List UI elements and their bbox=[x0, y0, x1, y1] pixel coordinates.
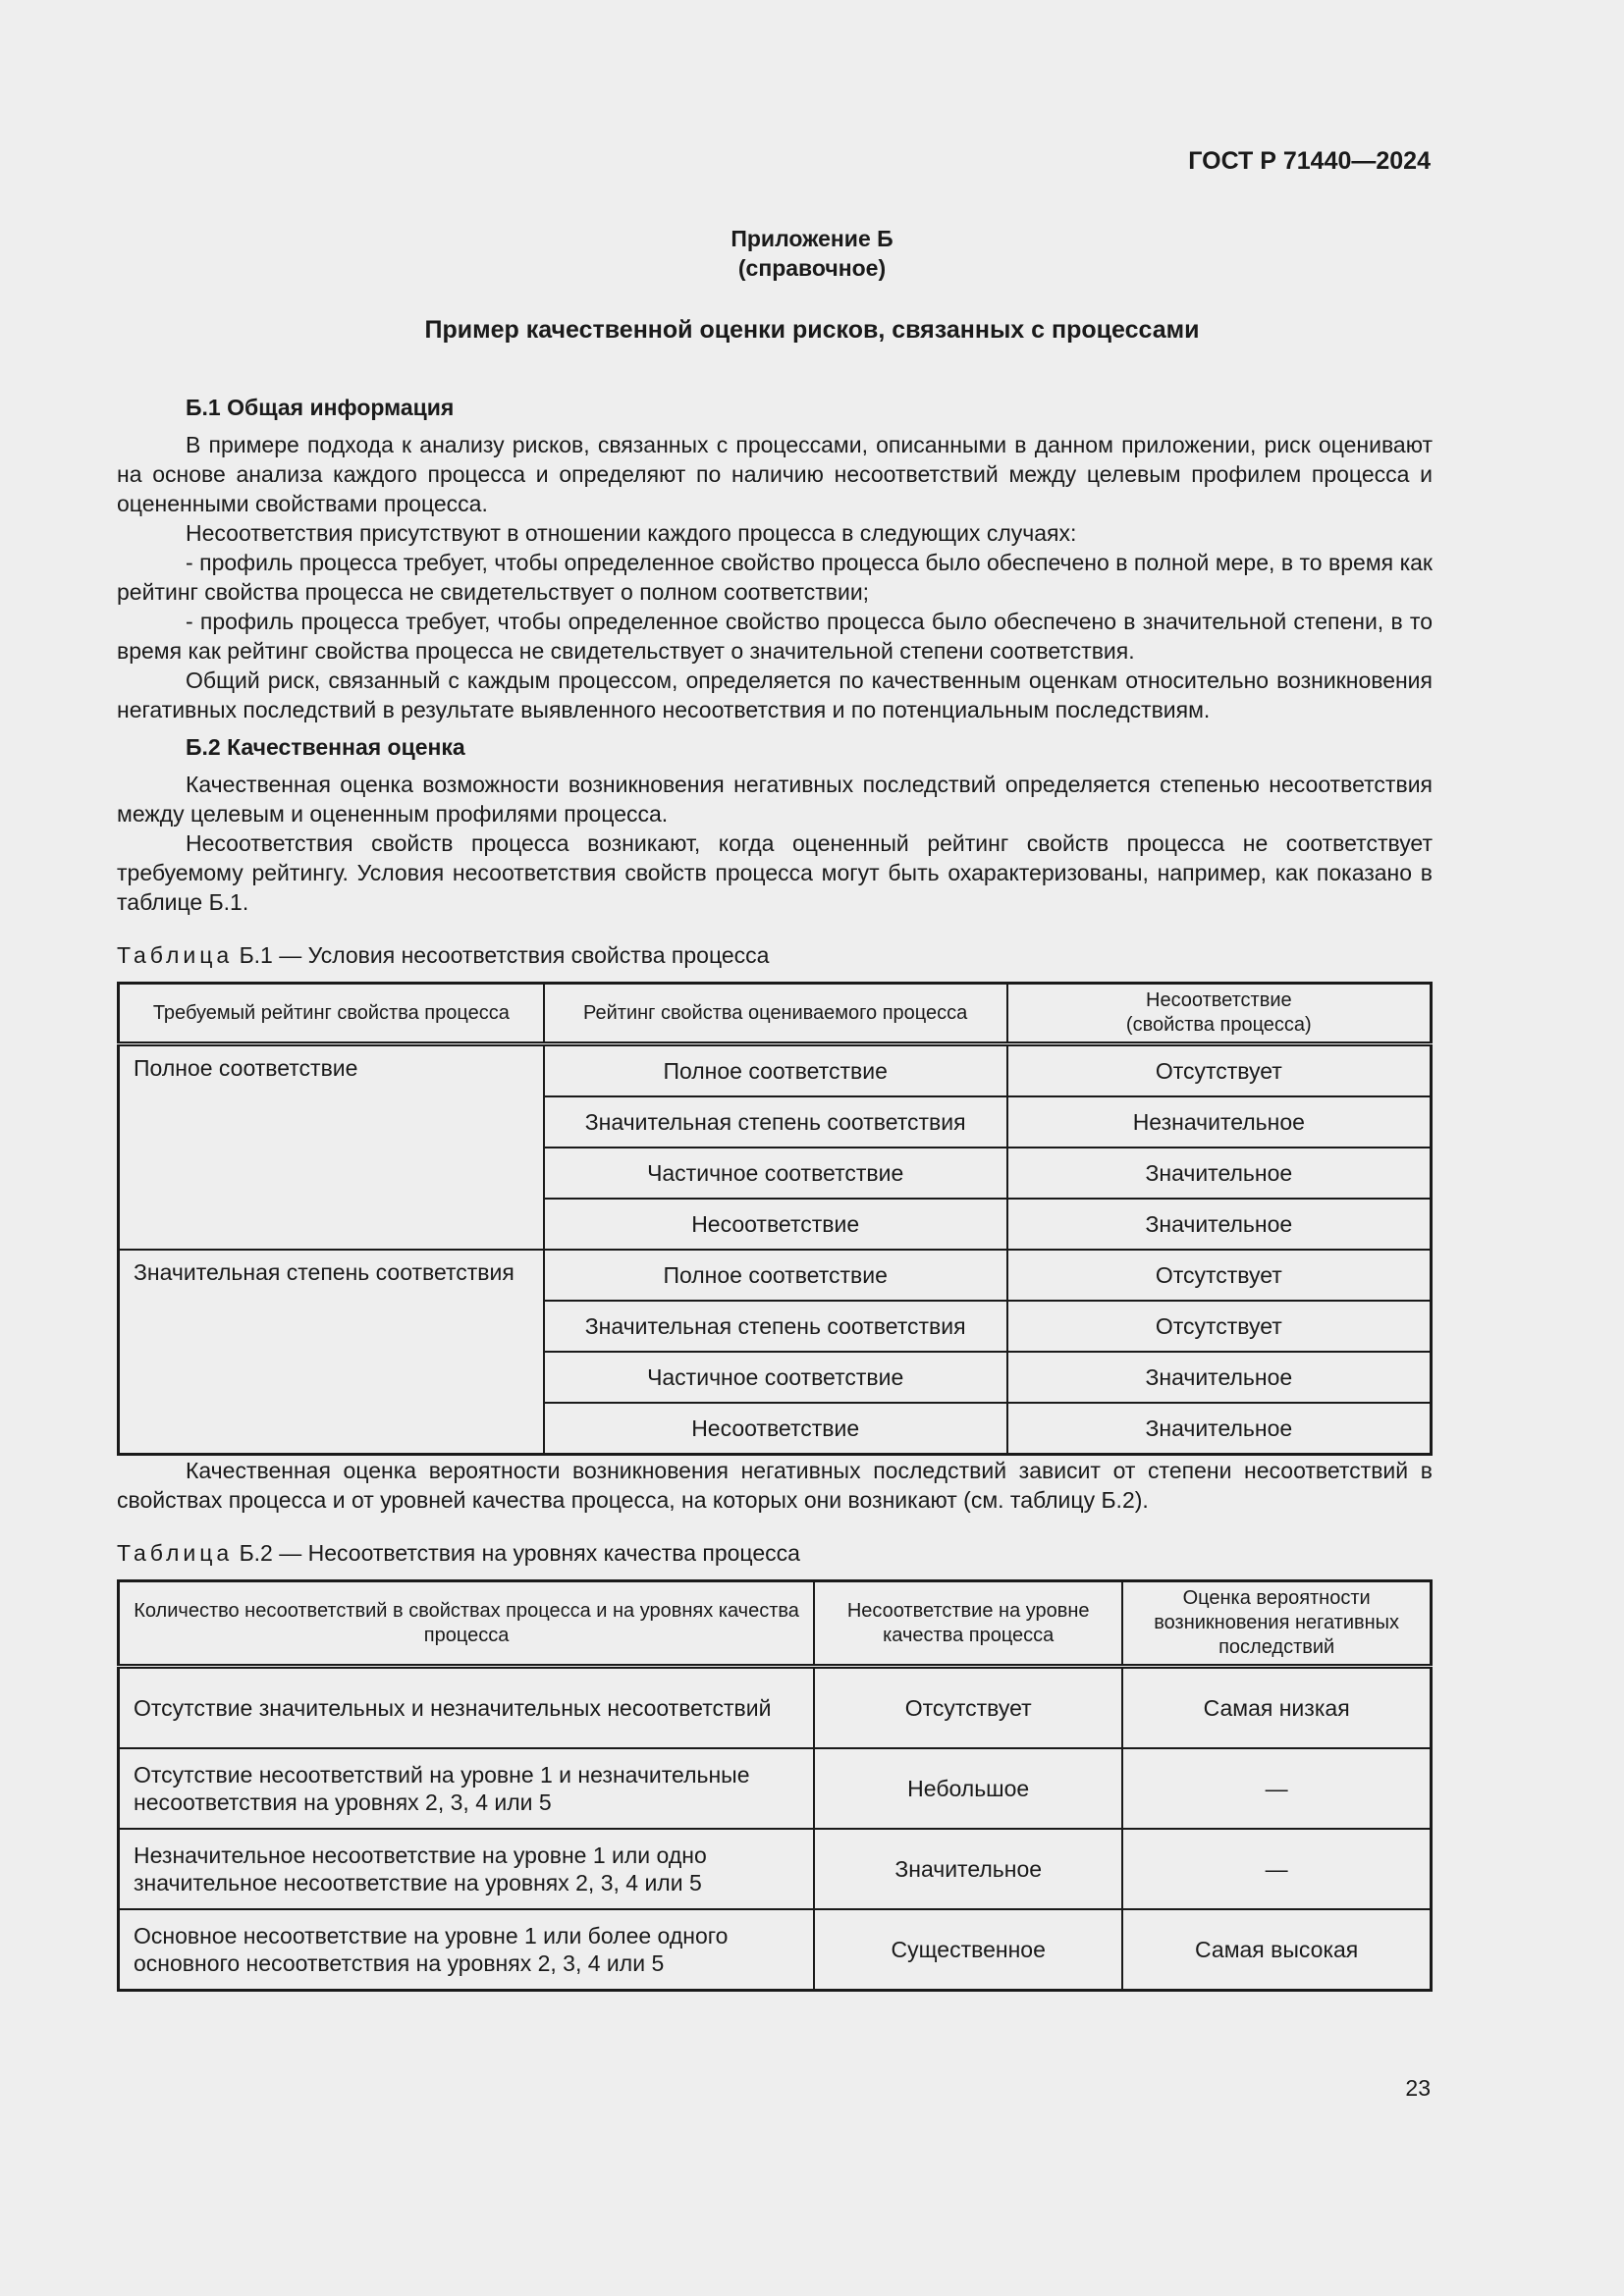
level-cell: Существенное bbox=[814, 1909, 1122, 1991]
main-content bbox=[117, 393, 1433, 1992]
nonconformity-cell: Отсутствует bbox=[1007, 1250, 1432, 1301]
table-b2 bbox=[117, 1579, 1433, 1992]
paragraph: Общий риск, связанный с каждым процессом, определяется по качественным оценкам относительно возникновения негативных последствий в результате выявленного несоответствия и по потенциальным последствиям. bbox=[117, 667, 1433, 722]
level-cell: Значительное bbox=[814, 1829, 1122, 1909]
assessed-rating-cell: Полное соответствие bbox=[544, 1044, 1007, 1097]
likelihood-cell: Самая высокая bbox=[1122, 1909, 1431, 1991]
paragraph: Несоответствия присутствуют в отношении каждого процесса в следующих случаях: bbox=[186, 520, 1077, 546]
likelihood-cell: Самая низкая bbox=[1122, 1667, 1431, 1749]
annex-heading bbox=[0, 224, 1624, 283]
paragraph: - профиль процесса требует, чтобы определенное свойство процесса было обеспечено в значительной степени, в то время как рейтинг свойства процесса не свидетельствует о значительной степени соответствия. bbox=[117, 609, 1433, 664]
header-assessed-rating: Рейтинг свойства оцениваемого процесса bbox=[544, 984, 1007, 1044]
header-required-rating: Требуемый рейтинг свойства процесса bbox=[119, 984, 544, 1044]
header-likelihood: Оценка вероятности возникновения негативных последствий bbox=[1122, 1581, 1431, 1667]
table-caption-b2 bbox=[117, 1538, 1433, 1568]
section-heading-b1: Б.1 Общая информация bbox=[186, 395, 455, 420]
count-cell: Отсутствие несоответствий на уровне 1 и незначительные несоответствия на уровнях 2, 3, 4 или 5 bbox=[119, 1748, 815, 1829]
paragraph: - профиль процесса требует, чтобы определенное свойство процесса было обеспечено в полной мере, в то время как рейтинг свойства процесса не свидетельствует о полном соответствии; bbox=[117, 550, 1433, 605]
table-row bbox=[119, 1044, 1432, 1097]
table-row bbox=[119, 1909, 1432, 1991]
section-heading-b2: Б.2 Качественная оценка bbox=[186, 734, 465, 760]
header-nonconformity-text: Несоответствие (свойства процесса) bbox=[1125, 989, 1312, 1036]
count-cell: Основное несоответствие на уровне 1 или более одного основного несоответствия на уровнях 2, 3, 4 или 5 bbox=[119, 1909, 815, 1991]
header-nonconformity bbox=[1007, 984, 1432, 1044]
annex-title: Пример качественной оценки рисков, связанных с процессами bbox=[424, 316, 1200, 344]
assessed-rating-cell: Полное соответствие bbox=[544, 1250, 1007, 1301]
assessed-rating-cell: Значительная степень соответствия bbox=[544, 1096, 1007, 1148]
nonconformity-cell: Значительное bbox=[1007, 1199, 1432, 1250]
nonconformity-cell: Отсутствует bbox=[1007, 1301, 1432, 1352]
paragraph: Несоответствия свойств процесса возникают, когда оцененный рейтинг свойств процесса не соответствует требуемому рейтингу. Условия несоответствия свойств процесса могут быть охарактеризованы, например, как показано в таблице Б.1. bbox=[117, 830, 1433, 915]
assessed-rating-cell: Значительная степень соответствия bbox=[544, 1301, 1007, 1352]
nonconformity-cell: Отсутствует bbox=[1007, 1044, 1432, 1097]
assessed-rating-cell: Частичное соответствие bbox=[544, 1352, 1007, 1403]
table-row bbox=[119, 1829, 1432, 1909]
assessed-rating-cell: Частичное соответствие bbox=[544, 1148, 1007, 1199]
count-cell: Отсутствие значительных и незначительных несоответствий bbox=[119, 1667, 815, 1749]
document-code: ГОСТ Р 71440—2024 bbox=[1188, 147, 1431, 175]
table-caption-b1 bbox=[117, 940, 1433, 970]
assessed-rating-cell: Несоответствие bbox=[544, 1199, 1007, 1250]
table-row bbox=[119, 1250, 1432, 1301]
likelihood-cell: — bbox=[1122, 1829, 1431, 1909]
annex-type: (справочное) bbox=[737, 255, 887, 281]
table-row bbox=[119, 1667, 1432, 1749]
required-rating-cell: Полное соответствие bbox=[119, 1044, 544, 1251]
header-level: Несоответствие на уровне качества процесса bbox=[814, 1581, 1122, 1667]
page-number: 23 bbox=[1405, 2075, 1431, 2101]
level-cell: Небольшое bbox=[814, 1748, 1122, 1829]
table-caption-word: Таблица bbox=[117, 942, 234, 968]
table-caption-word: Таблица bbox=[117, 1540, 234, 1566]
paragraph: Качественная оценка возможности возникновения негативных последствий определяется степенью несоответствия между целевым и оцененным профилями процесса. bbox=[117, 772, 1433, 827]
assessed-rating-cell: Несоответствие bbox=[544, 1403, 1007, 1455]
count-cell: Незначительное несоответствие на уровне 1 или одно значительное несоответствие на уровнях 2, 3, 4 или 5 bbox=[119, 1829, 815, 1909]
nonconformity-cell: Значительное bbox=[1007, 1352, 1432, 1403]
paragraph: Качественная оценка вероятности возникновения негативных последствий зависит от степени несоответствий в свойствах процесса и от уровней качества процесса, на которых они возникают (см. таблицу Б.2). bbox=[117, 1458, 1433, 1513]
nonconformity-cell: Незначительное bbox=[1007, 1096, 1432, 1148]
header-count: Количество несоответствий в свойствах процесса и на уровнях качества процесса bbox=[119, 1581, 815, 1667]
annex-label: Приложение Б bbox=[731, 226, 893, 251]
nonconformity-cell: Значительное bbox=[1007, 1403, 1432, 1455]
table-header-row bbox=[119, 984, 1432, 1044]
table-row bbox=[119, 1748, 1432, 1829]
paragraph: В примере подхода к анализу рисков, связанных с процессами, описанными в данном приложении, риск оценивают на основе анализа каждого процесса и определяют по наличию несоответствий между целевым профилем процесса и оцененными свойствами процесса. bbox=[117, 432, 1433, 516]
required-rating-cell: Значительная степень соответствия bbox=[119, 1250, 544, 1455]
table-b1 bbox=[117, 982, 1433, 1456]
table-caption-text: Б.1 — Условия несоответствия свойства процесса bbox=[239, 942, 770, 968]
nonconformity-cell: Значительное bbox=[1007, 1148, 1432, 1199]
table-header-row bbox=[119, 1581, 1432, 1667]
level-cell: Отсутствует bbox=[814, 1667, 1122, 1749]
table-caption-text: Б.2 — Несоответствия на уровнях качества процесса bbox=[239, 1540, 800, 1566]
likelihood-cell: — bbox=[1122, 1748, 1431, 1829]
